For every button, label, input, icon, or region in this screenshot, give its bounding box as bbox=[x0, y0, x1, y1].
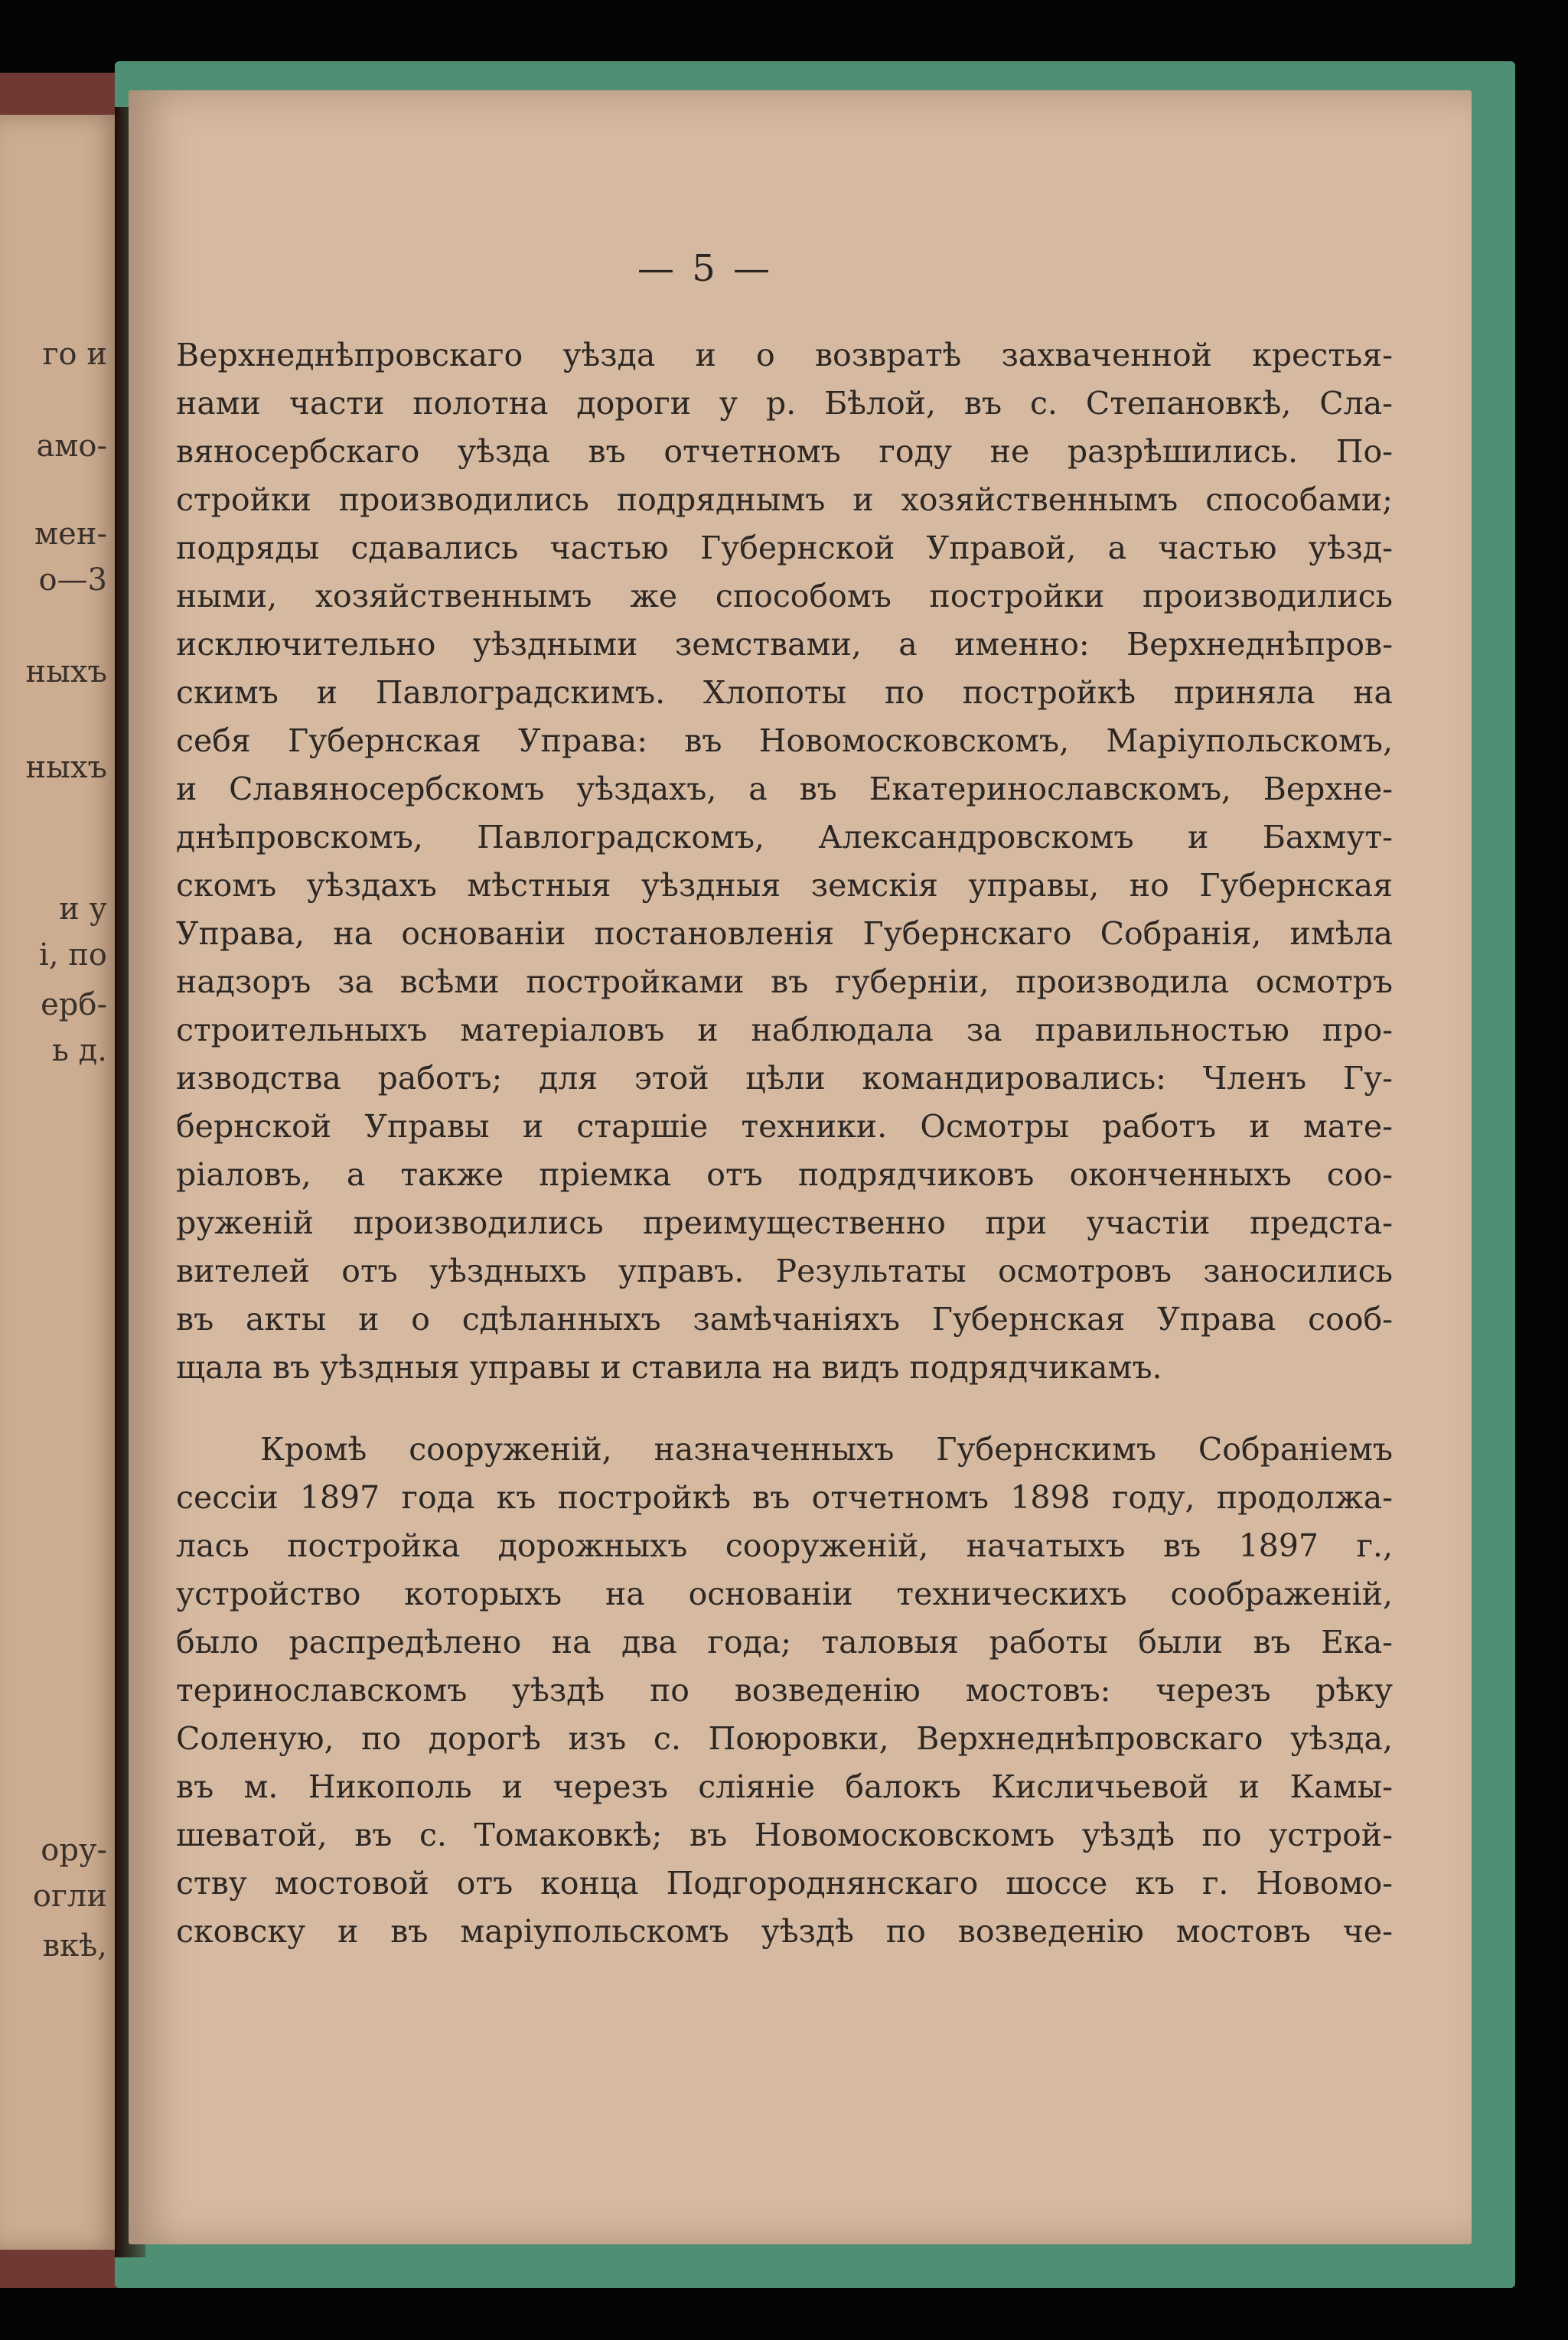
left-page-fragment: амо- bbox=[36, 429, 107, 464]
left-page-fragment: вкѣ, bbox=[42, 1928, 107, 1964]
text-line: Соленую, по дорогѣ изъ с. Поюровки, Верхнеднѣпровскаго уѣзда, bbox=[176, 1720, 1393, 1757]
text-line: скимъ и Павлоградскимъ. Хлопоты по постройкѣ приняла на bbox=[176, 674, 1393, 711]
text-line: и Славяносербскомъ уѣздахъ, а въ Екатеринославскомъ, Верхне- bbox=[176, 771, 1393, 807]
left-page-fragment: ныхъ bbox=[25, 654, 107, 689]
left-page-fragment: ору- bbox=[41, 1833, 107, 1868]
text-line: Управа, на основаніи постановленія Губернскаго Собранія, имѣла bbox=[176, 915, 1393, 952]
text-line: стройки производились подряднымъ и хозяйственнымъ способами; bbox=[176, 481, 1393, 518]
text-line: лась постройка дорожныхъ сооруженій, начатыхъ въ 1897 г., bbox=[176, 1527, 1393, 1564]
text-line: сессіи 1897 года къ постройкѣ въ отчетномъ 1898 году, продолжа- bbox=[176, 1479, 1393, 1516]
text-line: вяносербскаго уѣзда въ отчетномъ году не разрѣшились. По- bbox=[176, 433, 1393, 470]
left-page-fragment: і, по bbox=[39, 937, 107, 973]
text-line: вителей отъ уѣздныхъ управъ. Результаты осмотровъ заносились bbox=[176, 1253, 1393, 1289]
left-page-fragment: ныхъ bbox=[25, 750, 107, 785]
left-page-fragment: ерб- bbox=[41, 987, 107, 1022]
text-line: исключительно уѣздными земствами, а именно: Верхнеднѣпров- bbox=[176, 626, 1393, 663]
left-page-fragment: мен- bbox=[34, 517, 107, 552]
text-line: въ м. Никополь и черезъ сліяніе балокъ Кисличьевой и Камы- bbox=[176, 1768, 1393, 1805]
text-line: Верхнеднѣпровскаго уѣзда и о возвратѣ захваченной крестья- bbox=[176, 337, 1393, 373]
text-line: шеватой, въ с. Томаковкѣ; въ Новомосковскомъ уѣздѣ по устрой- bbox=[176, 1817, 1393, 1853]
left-page bbox=[0, 115, 121, 2250]
text-line: сковску и въ маріупольскомъ уѣздѣ по возведенію мостовъ че- bbox=[176, 1913, 1393, 1950]
text-line: ству мостовой отъ конца Подгороднянскаго шоссе къ г. Новомо- bbox=[176, 1865, 1393, 1902]
left-page-fragment: го и bbox=[42, 337, 107, 372]
text-line: было распредѣлено на два года; таловыя работы были въ Ека- bbox=[176, 1624, 1393, 1660]
text-line: устройство которыхъ на основаніи техническихъ соображеній, bbox=[176, 1576, 1393, 1612]
text-line: себя Губернская Управа: въ Новомосковскомъ, Маріупольскомъ, bbox=[176, 722, 1393, 759]
text-line: бернской Управы и старшіе техники. Осмотры работъ и мате- bbox=[176, 1108, 1393, 1145]
text-line: надзоръ за всѣми постройками въ губерніи, производила осмотръ bbox=[176, 963, 1393, 1000]
text-line: нами части полотна дороги у р. Бѣлой, въ с. Степановкѣ, Сла- bbox=[176, 385, 1393, 422]
left-page-fragment: огли bbox=[32, 1879, 107, 1914]
main-page bbox=[129, 90, 1472, 2244]
left-page-fragment: ь д. bbox=[52, 1033, 107, 1068]
text-line: Кромѣ сооруженій, назначенныхъ Губернскимъ Собраніемъ bbox=[260, 1431, 1393, 1468]
text-line: щала въ уѣздныя управы и ставила на видъ подрядчикамъ. bbox=[176, 1349, 1162, 1386]
text-line: ными, хозяйственнымъ же способомъ постройки производились bbox=[176, 578, 1393, 614]
paragraph-2 bbox=[176, 1426, 1393, 1956]
text-line: днѣпровскомъ, Павлоградскомъ, Александровскомъ и Бахмут- bbox=[176, 819, 1393, 856]
text-line: скомъ уѣздахъ мѣстныя уѣздныя земскія управы, но Губернская bbox=[176, 867, 1393, 904]
left-page-fragment: и у bbox=[59, 891, 107, 927]
text-line: ріаловъ, а также пріемка отъ подрядчиковъ оконченныхъ соо- bbox=[176, 1156, 1393, 1193]
left-page-fragment: о—3 bbox=[38, 562, 107, 598]
text-line: теринославскомъ уѣздѣ по возведенію мостовъ: черезъ рѣку bbox=[176, 1672, 1393, 1709]
text-line: руженій производились преимущественно при участіи предста- bbox=[176, 1204, 1393, 1241]
page-number: — 5 — bbox=[637, 247, 774, 290]
text-line: въ акты и о сдѣланныхъ замѣчаніяхъ Губернская Управа сооб- bbox=[176, 1301, 1393, 1338]
text-line: изводства работъ; для этой цѣли командировались: Членъ Гу- bbox=[176, 1060, 1393, 1097]
text-line: строительныхъ матеріаловъ и наблюдала за правильностью про- bbox=[176, 1012, 1393, 1048]
paragraph-1 bbox=[176, 331, 1393, 1392]
text-line: подряды сдавались частью Губернской Управой, а частью уѣзд- bbox=[176, 530, 1393, 566]
